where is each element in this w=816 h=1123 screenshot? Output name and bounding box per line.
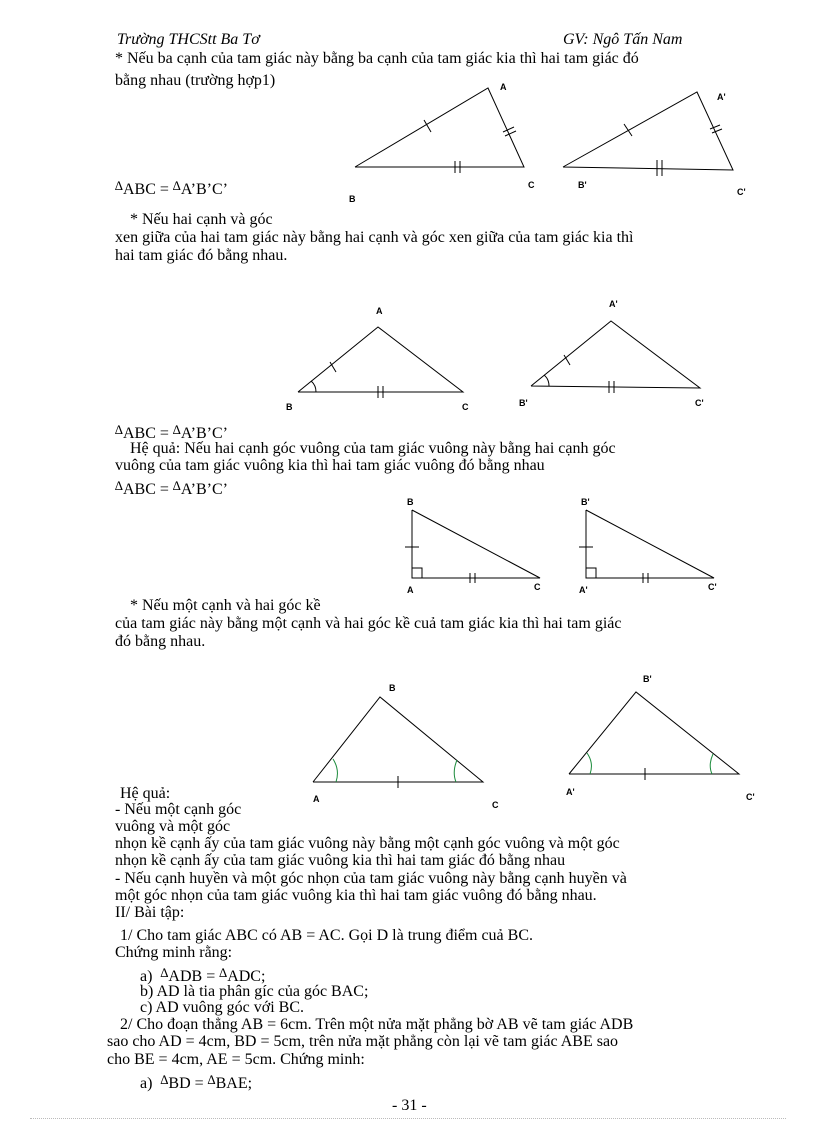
- congruence-eq-1: ∆ABC = ∆A’B’C’: [115, 178, 228, 198]
- ex1-line2: Chứng minh rằng:: [115, 944, 233, 961]
- case2-line3: hai tam giác đó bằng nhau.: [115, 247, 288, 264]
- corollary2-line3: vuông và một góc: [115, 818, 231, 835]
- triangle-abc-5-outline: [412, 510, 540, 578]
- label-a-1: A: [500, 82, 507, 92]
- label-a-6: A': [579, 585, 588, 595]
- case3-line2: của tam giác này bằng một cạnh và hai góc kề cuả tam giác kia thì hai tam giác: [115, 615, 622, 632]
- exercises-heading: II/ Bài tập:: [115, 904, 185, 921]
- label-a-8: A': [566, 787, 575, 797]
- label-b-1: B: [349, 194, 356, 204]
- right-angle-6: [586, 568, 596, 578]
- triangle-abc-3-outline: [298, 327, 463, 392]
- corollary2-line6: - Nếu cạnh huyền và một góc nhọn của tam giác vuông này bằng cạnh huyền và: [115, 870, 627, 887]
- label-b-2: B': [578, 180, 587, 190]
- case1-line2: bằng nhau (trường hợp1): [115, 72, 276, 89]
- tick-ac-2a: [710, 125, 720, 129]
- label-a-7: A: [313, 794, 320, 804]
- case3-line1: * Nếu một cạnh và hai góc kề: [130, 597, 321, 614]
- triangle-abc-4-outline: [531, 321, 700, 388]
- label-b-3: B: [286, 402, 293, 412]
- congruence-eq-2: ∆ABC = ∆A’B’C’: [115, 422, 228, 442]
- case1-line1: * Nếu ba cạnh của tam giác này bằng ba cạnh của tam giác kia thì hai tam giác đó: [115, 50, 639, 67]
- label-c-2: C': [737, 187, 746, 197]
- label-b-5: B: [407, 497, 414, 507]
- angle-b-3: [311, 381, 316, 392]
- corollary1-line2: vuông của tam giác vuông kia thì hai tam giác vuông đó bằng nhau: [115, 457, 545, 474]
- triangle-abc-8-outline: [569, 692, 739, 774]
- label-c-8: C': [746, 792, 755, 802]
- ex2-line2: sao cho AD = 4cm, BD = 5cm, trên nửa mặt phẳng còn lại vẽ tam giác ABE sao: [107, 1033, 619, 1050]
- label-b-8: B': [643, 674, 652, 684]
- tick-ac-1b: [505, 131, 516, 136]
- label-c-4: C': [695, 398, 704, 408]
- label-c-7: C: [492, 800, 499, 810]
- ex1-b: b) AD là tia phân gíc của góc BAC;: [140, 983, 369, 1000]
- case2-line2: xen giữa của hai tam giác này bằng hai cạnh và góc xen giữa của tam giác kia thì: [115, 229, 634, 246]
- ex1-a: a) ∆ADB = ∆ADC;: [140, 965, 266, 985]
- triangle-abc-asa: [313, 697, 483, 788]
- label-a-2: A': [717, 92, 726, 102]
- label-c-3: C: [462, 402, 469, 412]
- tick-ab-2: [624, 124, 632, 136]
- angle-b-4: [544, 375, 549, 386]
- corollary2-line5: nhọn kề cạnh ấy của tam giác vuông kia thì hai tam giác đó bằng nhau: [115, 852, 566, 869]
- congruence-eq-3: ∆ABC = ∆A’B’C’: [115, 478, 228, 498]
- label-c-1: C: [528, 180, 535, 190]
- triangle-abc-sss: [355, 88, 524, 173]
- label-a-5: A: [407, 585, 414, 595]
- tick-ac-1a: [503, 127, 514, 132]
- triangle-abc-1-outline: [355, 88, 524, 167]
- case3-line3: đó bằng nhau.: [115, 633, 206, 650]
- right-triangle-1: [405, 510, 540, 583]
- triangle-a2b2c2-sss: [563, 92, 733, 176]
- label-a-4: A': [609, 299, 618, 309]
- ex1-c: c) AD vuông góc với BC.: [140, 999, 305, 1016]
- angle-c-8: [710, 754, 713, 774]
- label-b-4: B': [519, 398, 528, 408]
- label-a-3: A: [376, 306, 383, 316]
- ex1-line1: 1/ Cho tam giác ABC có AB = AC. Gọi D là trung điểm cuả BC.: [120, 927, 533, 944]
- corollary2-line4: nhọn kề cạnh ấy của tam giác vuông này bằng một cạnh góc vuông và một góc: [115, 835, 620, 852]
- header-teacher: GV: Ngô Tấn Nam: [563, 31, 683, 48]
- right-angle-5: [412, 568, 422, 578]
- triangle-a2b2c2-asa: [569, 692, 739, 780]
- angle-a-7: [333, 759, 337, 782]
- corollary2-line2: - Nếu một cạnh góc: [115, 801, 242, 818]
- triangle-abc-2-outline: [563, 92, 733, 170]
- tick-ac-2b: [712, 129, 722, 133]
- corollary2-line7: một góc nhọn của tam giác vuông kia thì hai tam giác vuông đó bằng nhau.: [115, 887, 597, 904]
- page-number: - 31 -: [392, 1097, 427, 1114]
- triangle-abc-sas: [298, 327, 463, 398]
- ex2-a: a) ∆BD = ∆BAE;: [140, 1072, 253, 1092]
- triangle-abc-6-outline: [586, 510, 714, 578]
- angle-c-7: [454, 760, 457, 782]
- corollary2-line1: Hệ quả:: [120, 785, 171, 802]
- header-school: Trường THCStt Ba Tơ: [117, 31, 260, 48]
- label-c-5: C: [534, 582, 541, 592]
- triangle-a2b2c2-sas: [531, 321, 700, 393]
- corollary1-line1: Hệ quả: Nếu hai cạnh góc vuông của tam giác vuông này bằng hai cạnh góc: [130, 440, 616, 457]
- right-triangle-2: [579, 510, 714, 583]
- label-b-6: B': [581, 497, 590, 507]
- ex2-line3: cho BE = 4cm, AE = 5cm. Chứng minh:: [107, 1051, 365, 1068]
- triangle-abc-7-outline: [313, 697, 483, 782]
- angle-a-8: [587, 753, 591, 774]
- ex2-line1: 2/ Cho đoạn thẳng AB = 6cm. Trên một nửa mặt phẳng bờ AB vẽ tam giác ADB: [120, 1016, 634, 1033]
- label-b-7: B: [389, 683, 396, 693]
- case2-line1: * Nếu hai cạnh và góc: [130, 211, 273, 228]
- label-c-6: C': [708, 582, 717, 592]
- tick-ab-1: [424, 120, 431, 132]
